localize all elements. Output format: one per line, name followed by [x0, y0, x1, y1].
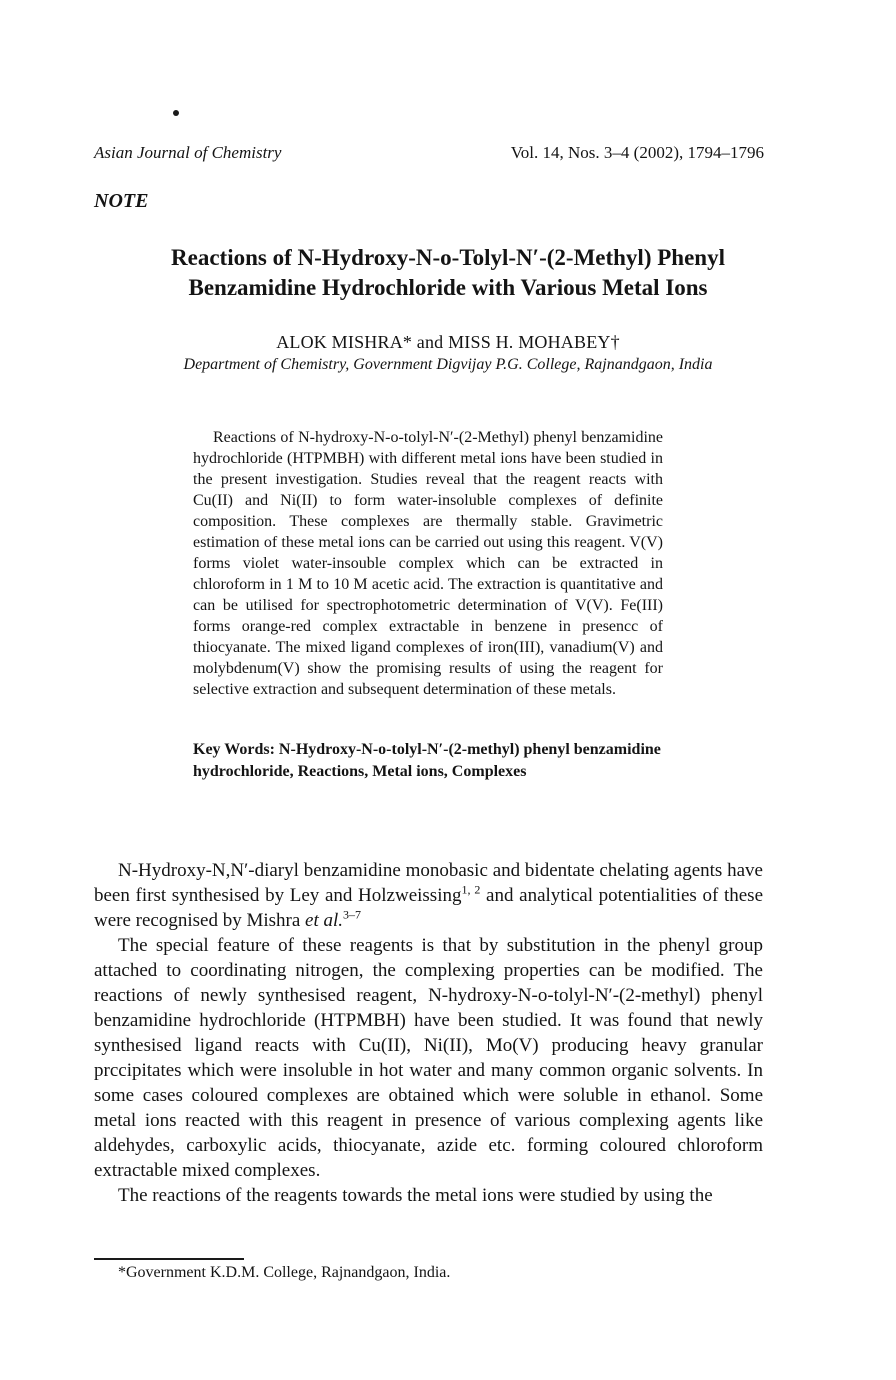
et-al: et al.: [305, 910, 344, 931]
abstract: Reactions of N-hydroxy-N-o-tolyl-N′-(2-Methyl) phenyl benzamidine hydrochloride (HTPMBH) with different metal ions have been studied in the present investigation. Studies reveal that the reagent reacts with Cu(II) and Ni(II) to form water-insoluble complexes of definite composition. These complexes are thermally stable. Gravimetric estimation of these metal ions can be carried out using this reagent. V(V) forms violet water-insouble complex which can be extracted in chloroform in 1 M to 10 M acetic acid. The extraction is quantitative and can be utilised for spectrophotometric determination of V(V). Fe(III) forms orange-red complex extractable in benzene in presencc of thiocyanate. The mixed ligand complexes of iron(III), vanadium(V) and molybdenum(V) show the promising results of using the reagent for selective extraction and subsequent determination of these metals.: [193, 429, 663, 698]
footnote-rule: [94, 1258, 244, 1260]
title-line-2: Benzamidine Hydrochloride with Various Metal Ions: [188, 275, 708, 300]
p1-text: N-Hydroxy-N,N′-diaryl benzamidine monobasic and bidentate chelating agents have been first synthesised by Ley and Holzweissing: [94, 860, 763, 906]
body-paragraph-1: [94, 858, 763, 933]
body-paragraph-3: The reactions of the reagents towards the metal ions were studied by using the: [118, 1185, 713, 1206]
body-text: [94, 858, 763, 1208]
footnote: *Government K.D.M. College, Rajnandgaon, India.: [118, 1264, 451, 1281]
citation-ref-1: 1, 2: [461, 882, 481, 897]
p1-mid: and analytical potentialities of these were recognised by Mishra: [94, 885, 764, 931]
citation: Vol. 14, Nos. 3–4 (2002), 1794–1796: [510, 143, 764, 162]
citation-ref-2: 3–7: [343, 907, 362, 922]
keywords: Key Words: N-Hydroxy-N-o-tolyl-N′-(2-methyl) phenyl benzamidine hydrochloride, Reactions, Metal ions, Complexes: [193, 741, 661, 780]
section-label: NOTE: [94, 190, 149, 212]
running-header: [94, 143, 764, 163]
authors: ALOK MISHRA* and MISS H. MOHABEY†: [276, 332, 620, 352]
article-title: [90, 243, 806, 303]
journal-name: Asian Journal of Chemistry: [94, 143, 282, 162]
scan-speck: [173, 110, 179, 116]
body-paragraph-2: The special feature of these reagents is that by substitution in the phenyl group attached to coordinating nitrogen, the complexing properties can be modified. The reactions of newly synthesised reagent, N-hydroxy-N-o-tolyl-N′-(2-methyl) phenyl benzamidine hydrochloride (HTPMBH) have been studied. It was found that newly synthesised ligand reacts with Cu(II), Ni(II), Mo(V) producing heavy granular prccipitates which were insoluble in hot water and many common organic solvents. In some cases coloured complexes are obtained which were soluble in ethanol. Some metal ions reacted with this reagent in presence of various complexing agents like aldehydes, carboxylic acids, thiocyanate, azide etc. forming coloured chloroform extractable mixed complexes.: [94, 935, 763, 1181]
affiliation: Department of Chemistry, Government Digvijay P.G. College, Rajnandgaon, India: [183, 356, 713, 373]
title-line-1: Reactions of N-Hydroxy-N-o-Tolyl-N′-(2-Methyl) Phenyl: [171, 245, 725, 270]
